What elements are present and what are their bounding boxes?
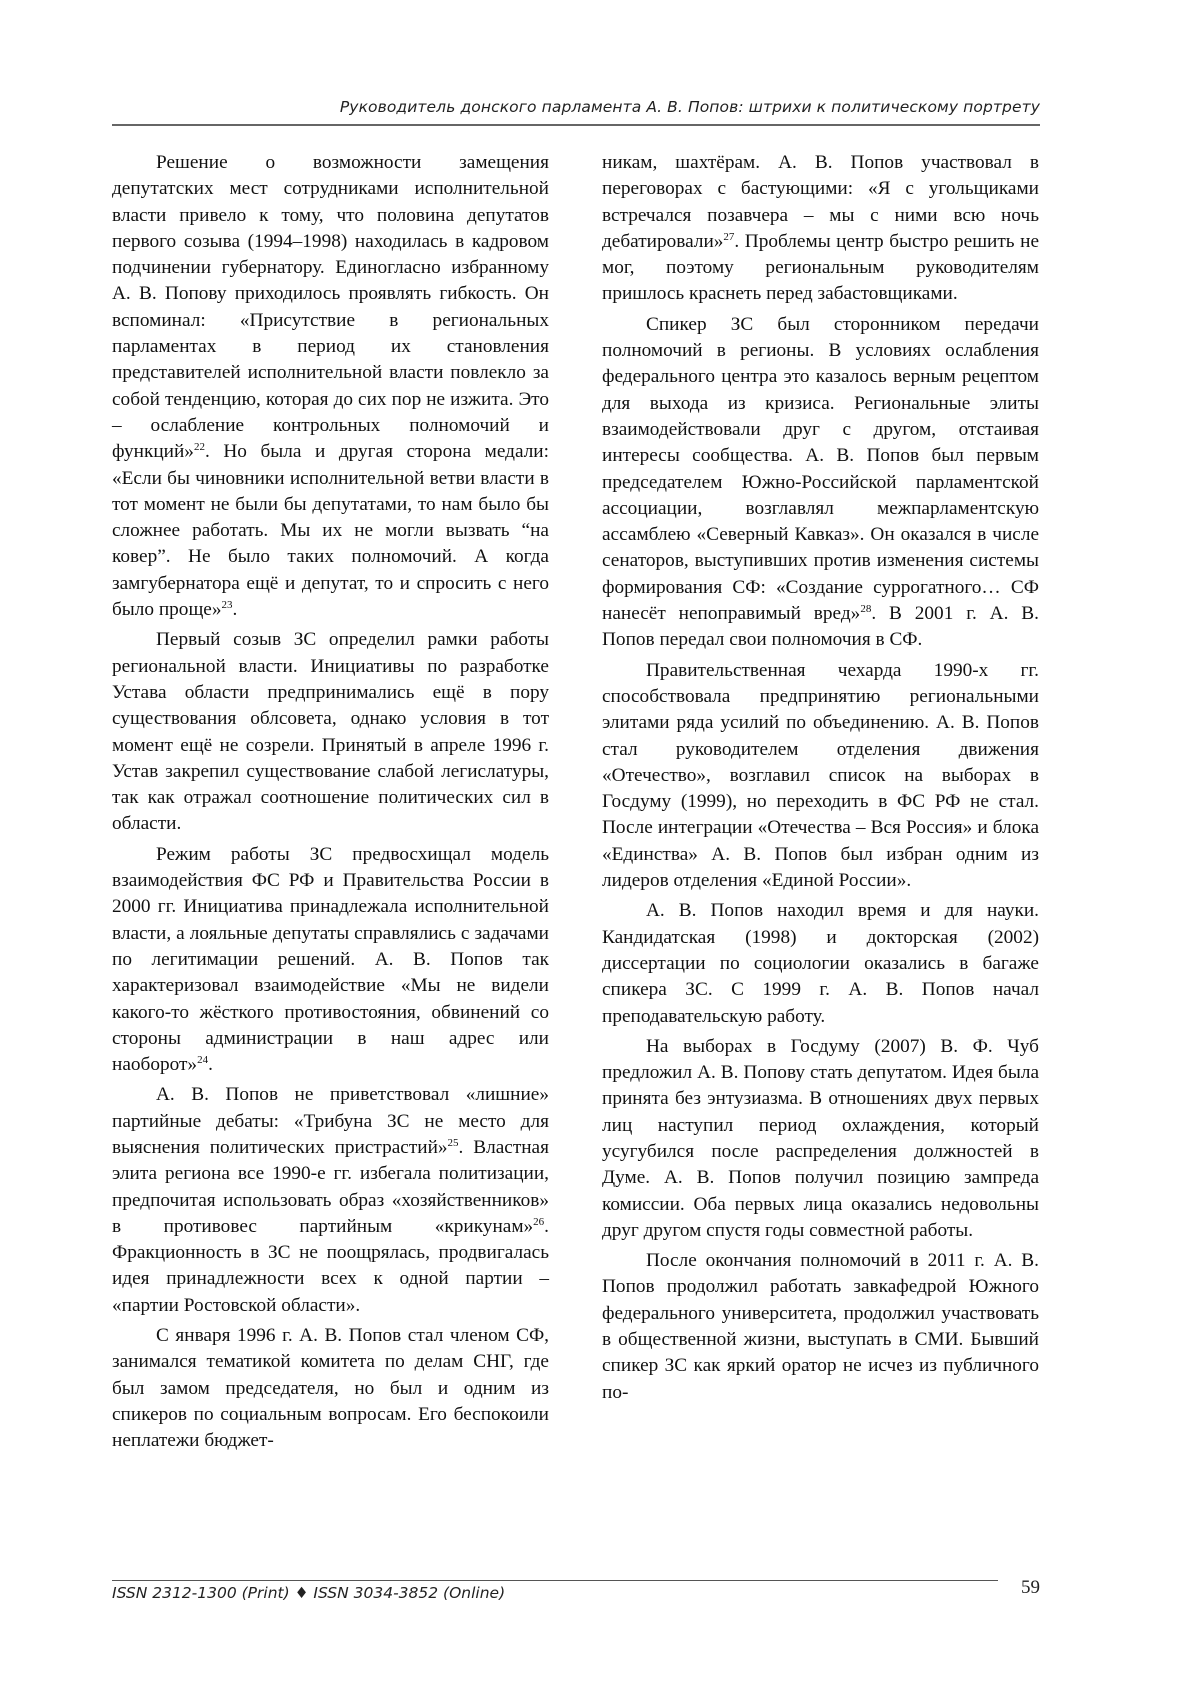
footnote-ref[interactable]: 26 <box>533 1215 545 1228</box>
paragraph-continued: никам, шахтёрам. А. В. Попов участвовал в переговорах с бастующими: «Я с угольщиками встречался позавчера – мы с ними всю ночь дебатировали»$^{27}$. Проблемы центр быстро решить не мог, поэтому региональным руководителям пришлось краснеть перед забастовщиками. <box>602 152 1039 305</box>
footnote-ref[interactable]: 23 <box>221 599 233 612</box>
footnote-ref[interactable]: 27 <box>723 230 735 243</box>
paragraph: После окончания полномочий в 2011 г. А. В. Попов продолжил работать завкафедрой Южного федерального университета, продолжил участвовать в общественной жизни, выступать в СМИ. Бывший спикер ЗС как яркий оратор не исчез из публичного по- <box>602 1250 1039 1403</box>
footnote-ref[interactable]: 25 <box>447 1136 459 1149</box>
page-number: 59 <box>1021 1577 1040 1598</box>
left-column <box>112 150 549 1455</box>
paragraph: Первый созыв ЗС определил рамки работы региональной власти. Инициативы по разработке Устава области предпринимались ещё в пору существования облсовета, однако условия в тот момент ещё не созрели. Принятый в апреле 1996 г. Устав закрепил существование слабой легислатуры, так как отражал соотношение политических сил в области. <box>112 629 549 835</box>
paragraph: А. В. Попов не приветствовал «лишние» партийные дебаты: «Трибуна ЗС не место для выяснения политических пристрастий»$^{25}$. Властная элита региона все 1990-е гг. избегала политизации, предпочитая использовать образ «хозяйственников» в противовес партийным «крикунам»$^{26}$. Фракционность в ЗС не поощрялась, продвигалась идея принадлежности всех к одной партии – «партии Ростовской области». <box>112 1084 549 1316</box>
paragraph: А. В. Попов находил время и для науки. Кандидатская (1998) и докторская (2002) диссертации по социологии оказались в багаже спикера ЗС. С 1999 г. А. В. Попов начал преподавательскую работу. <box>602 900 1039 1027</box>
paragraph: С января 1996 г. А. В. Попов стал членом СФ, занимался тематикой комитета по делам СНГ, где был замом председателя, но был и одним из спикеров по социальным вопросам. Его беспокоили неплатежи бюджет- <box>112 1325 549 1452</box>
footnote-ref[interactable]: 22 <box>193 441 205 454</box>
paragraph: Правительственная чехарда 1990-х гг. способствовала предпринятию региональными элитами ряда усилий по объединению. А. В. Попов стал руководителем отделения движения «Отечество», возглавил список на выборах в Госдуму (1999), но переходить в ФС РФ не стал. После интеграции «Отечества – Вся Россия» и блока «Единства» А. В. Попов был избран одним из лидеров отделения «Единой России». <box>602 659 1039 892</box>
footnote-ref[interactable]: 24 <box>197 1054 209 1067</box>
paragraph: Спикер ЗС был сторонником передачи полномочий в регионы. В условиях ослабления федерального центра это казалось верным рецептом для выхода из кризиса. Региональные элиты взаимодействовали друг с другом, отстаивая интересы сообщества. А. В. Попов был первым председателем Южно-Российской парламентской ассоциации, возглавлял межпарламентскую ассамблею «Северный Кавказ». Он оказался в числе сенаторов, выступивших против изменения системы формирования СФ: «Создание суррогатного… СФ нанесёт непоправимый вред»$^{28}$. В 2001 г. А. В. Попов передал свои полномочия в СФ. <box>602 313 1039 651</box>
footnote-ref[interactable]: 28 <box>860 603 872 616</box>
issn-footer: ISSN 2312-1300 (Print) ♦ ISSN 3034-3852 (Online) <box>112 1584 506 1602</box>
paragraph: Решение о возможности замещения депутатских мест сотрудниками исполнительной власти привело к тому, что половина депутатов первого созыва (1994–1998) находилась в кадровом подчинении губернатору. Единогласно избранному А. В. Попову приходилось проявлять гибкость. Он вспоминал: «Присутствие в региональных парламентах в период их становления представителей исполнительной власти повлекло за собой тенденцию, которая до сих пор не изжита. Это – ослабление контрольных полномочий и функций»$^{22}$. Но была и другая сторона медали: «Если бы чиновники исполнительной ветви власти в тот момент не были бы депутатами, то нам было бы сложнее работать. Мы их не могли вызвать “на ковер”. Не было таких полномочий. А когда замгубернатора ещё и депутат, то и спросить с него было проще»$^{23}$. <box>112 152 549 621</box>
paragraph: На выборах в Госдуму (2007) В. Ф. Чуб предложил А. В. Попову стать депутатом. Идея была принята без энтузиазма. В отношениях двух первых лиц наступил период охлаждения, который усугубился после распределения должностей в Думе. А. В. Попов получил позицию зампреда комиссии. Оба первых лица оказались недовольны друг другом спустя годы совместной работы. <box>602 1035 1039 1241</box>
right-column <box>602 150 1039 1406</box>
paragraph: Режим работы ЗС предвосхищал модель взаимодействия ФС РФ и Правительства России в 2000 гг. Инициатива принадлежала исполнительной власти, а лояльные депутаты справлялись с задачами по легитимации решений. А. В. Попов так характеризовал взаимодействие «Мы не видели какого-то жёсткого противостояния, обвинений со стороны администрации в наш адрес или наоборот»$^{24}$. <box>112 843 549 1076</box>
header-rule <box>112 124 1040 126</box>
footer-rule <box>112 1580 998 1581</box>
running-header: Руководитель донского парламента А. В. Попов: штрихи к политическому портрету <box>339 98 1040 116</box>
